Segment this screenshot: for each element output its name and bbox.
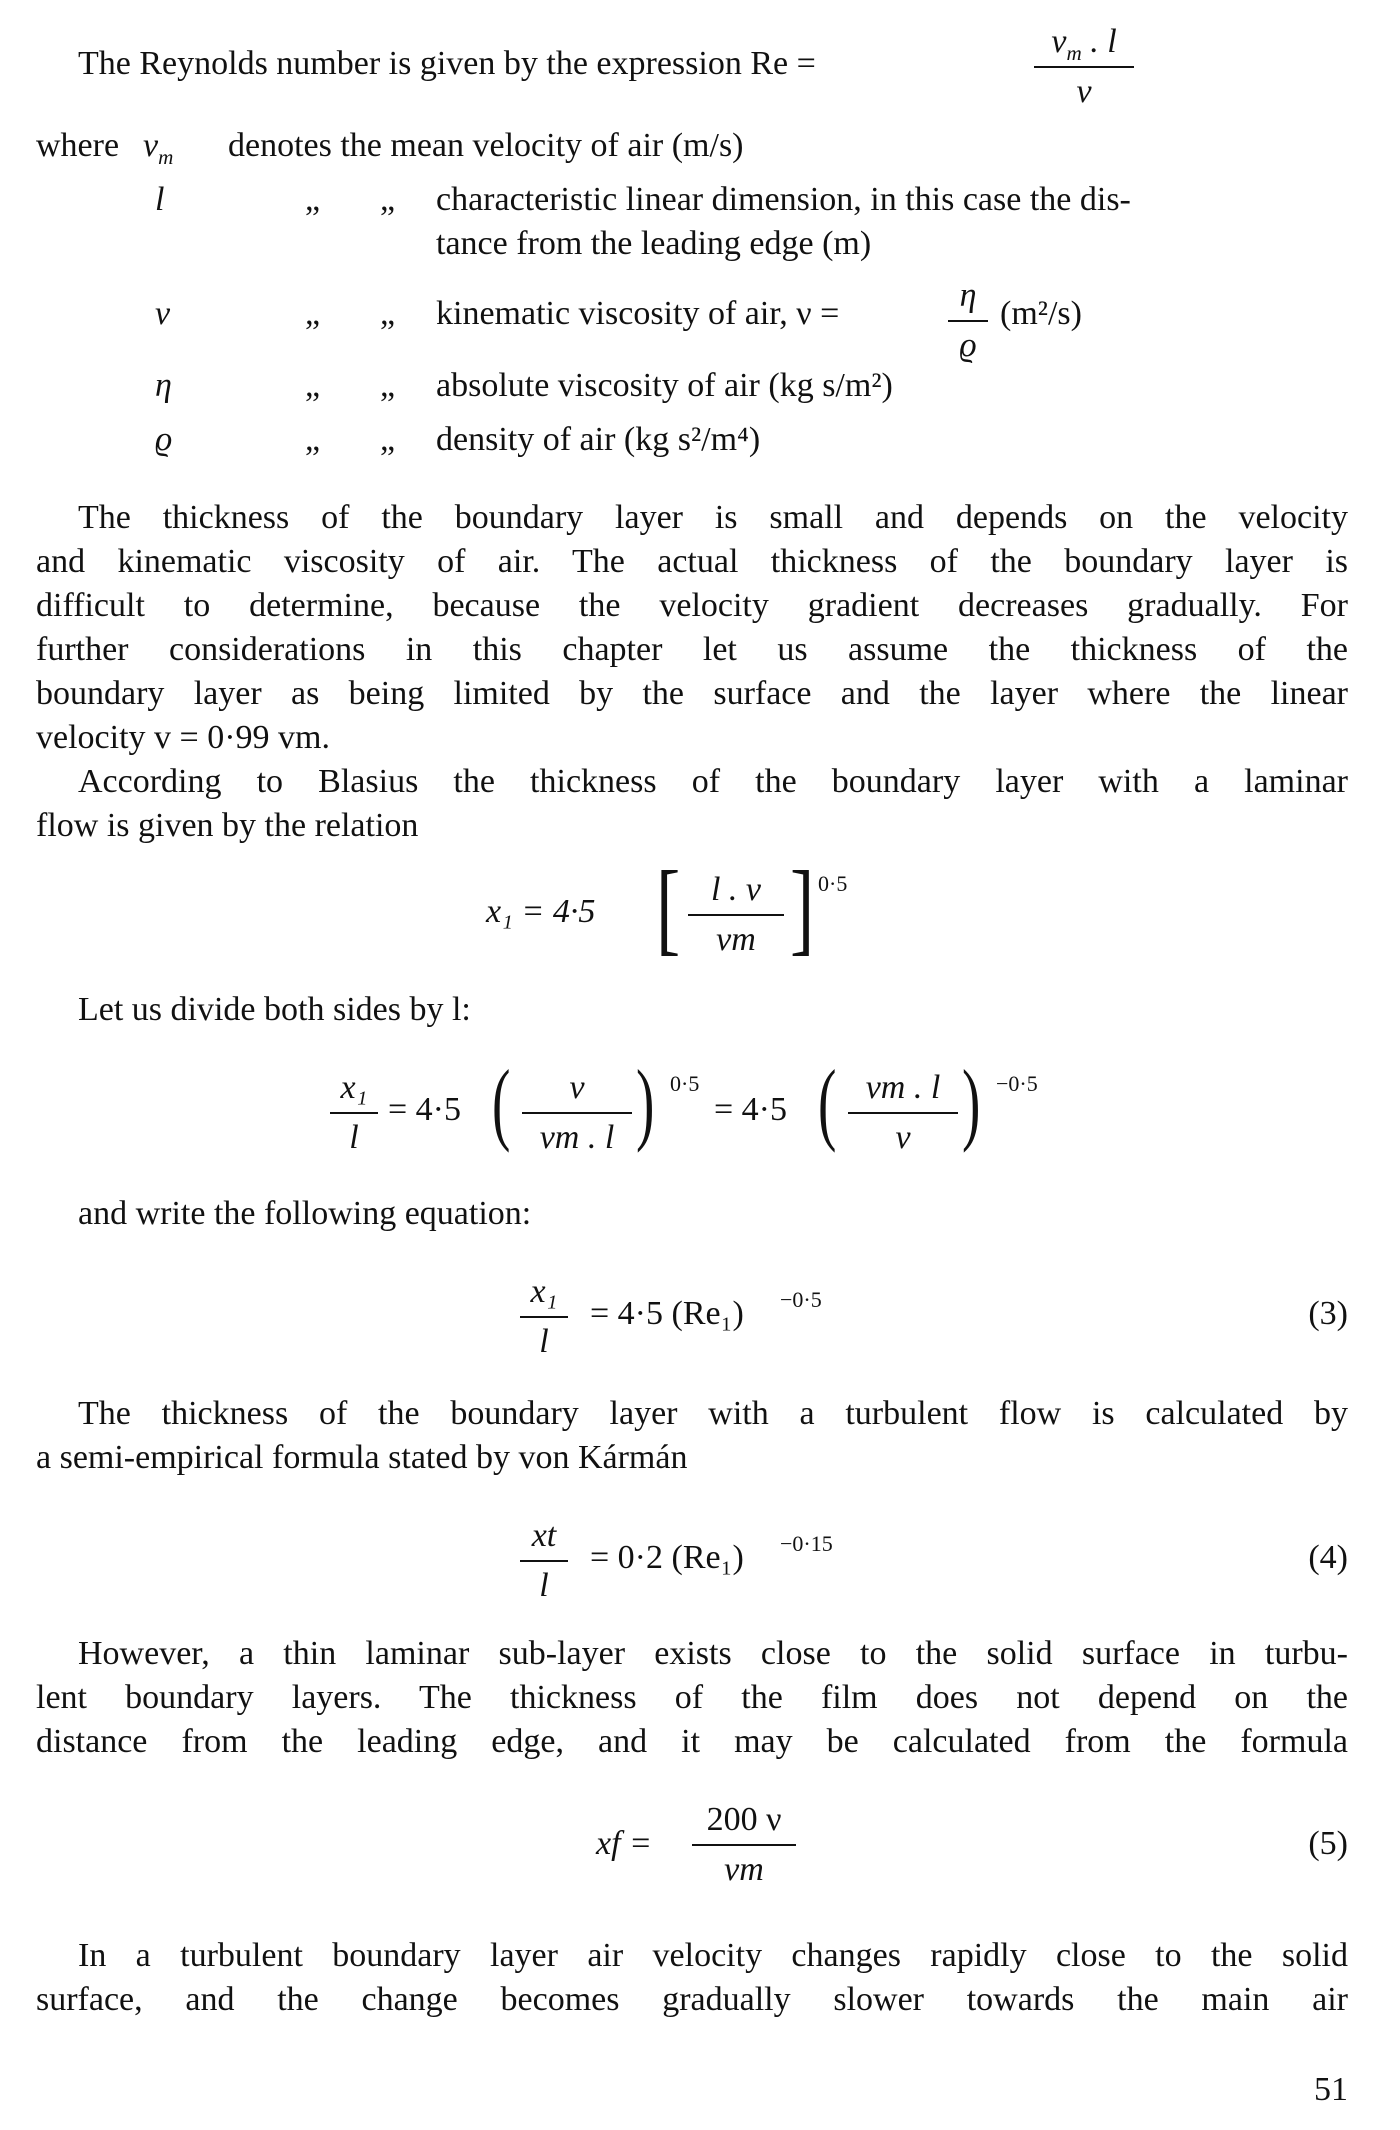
paragraph-line: and kinematic viscosity of air. The actual thickness of the boundary layer is <box>36 543 1348 580</box>
reynolds-numerator: $v_m$ . l <box>1051 23 1117 65</box>
paragraph-line: The thickness of the boundary layer is small and depends on the velocity <box>78 499 1348 536</box>
page-number: 51 <box>1314 2071 1348 2108</box>
paragraph-line: surface, and the change becomes gradually slower towards the main air <box>36 1981 1348 2018</box>
divided-exponent-1: 0·5 <box>670 1071 700 1096</box>
ditto-mark: „ <box>380 367 396 404</box>
divided-fraction-1: ν vm . l <box>522 1068 632 1158</box>
def-text-vm: denotes the mean velocity of air (m/s) <box>228 127 744 164</box>
divided-lhs-fraction: x₁ l <box>330 1068 378 1158</box>
def-text-rho: density of air (kg s²/m⁴) <box>436 421 761 458</box>
equation-number-3: (3) <box>1308 1295 1348 1332</box>
def-text-nu: kinematic viscosity of air, ν = <box>436 295 840 332</box>
paragraph-line: further considerations in this chapter let us assume the thickness of the <box>36 631 1348 668</box>
divided-fraction-2: vm . l ν <box>848 1068 958 1158</box>
paragraph-line: The thickness of the boundary layer with a turbulent flow is calculated by <box>78 1395 1348 1432</box>
paragraph-line: boundary layer as being limited by the surface and the layer where the linear <box>36 675 1348 712</box>
left-paren: ( <box>818 1051 837 1153</box>
reynolds-denominator: ν <box>1076 73 1092 110</box>
eq5-lhs: xf = <box>596 1825 652 1862</box>
def-text-eta: absolute viscosity of air (kg s/m²) <box>436 367 893 404</box>
eq3-fraction: x₁ l <box>520 1272 568 1362</box>
reynolds-intro: The Reynolds number is given by the expression Re = <box>78 45 816 82</box>
divided-coef-2: = 4·5 <box>714 1091 787 1128</box>
paragraph-line: According to Blasius the thickness of the boundary layer with a laminar <box>78 763 1348 800</box>
paragraph-line: distance from the leading edge, and it may be calculated from the formula <box>36 1723 1348 1760</box>
def-unit-nu: (m²/s) <box>1000 295 1082 332</box>
ditto-mark: „ <box>305 367 321 404</box>
def-symbol-nu: ν <box>155 295 171 332</box>
ditto-mark: „ <box>305 295 321 332</box>
def-symbol-eta: η <box>155 367 172 404</box>
right-paren: ) <box>962 1051 981 1153</box>
ditto-mark: „ <box>380 421 396 458</box>
eq4-rhs: = 0·2 (Re₁) <box>590 1539 744 1576</box>
right-paren: ) <box>636 1051 655 1153</box>
blasius-exponent: 0·5 <box>818 871 848 896</box>
paragraph-line: lent boundary layers. The thickness of the film does not depend on the <box>36 1679 1348 1716</box>
eq4-fraction: xt l <box>520 1516 568 1606</box>
paragraph-line: and write the following equation: <box>78 1195 532 1232</box>
def-text-l: characteristic linear dimension, in this case the dis- <box>436 181 1131 218</box>
left-paren: ( <box>492 1051 511 1153</box>
blasius-fraction: l . ν vm <box>688 870 784 960</box>
paragraph-line: Let us divide both sides by l: <box>78 991 471 1028</box>
reynolds-fraction <box>1034 22 1134 112</box>
right-bracket: ] <box>790 850 815 965</box>
blasius-lhs: x₁ = 4·5 <box>486 893 596 930</box>
ditto-mark: „ <box>305 421 321 458</box>
paragraph-line: However, a thin laminar sub-layer exists close to the solid surface in turbu- <box>78 1635 1348 1672</box>
nu-fraction: η ϱ <box>948 276 988 366</box>
def-symbol-rho: ϱ <box>155 421 173 458</box>
paragraph-line: In a turbulent boundary layer air velocity changes rapidly close to the solid <box>78 1937 1348 1974</box>
ditto-mark: „ <box>380 295 396 332</box>
divided-coef-1: = 4·5 <box>388 1091 461 1128</box>
def-symbol-vm: $v_m$ <box>143 127 174 169</box>
ditto-mark: „ <box>380 181 396 218</box>
def-symbol-l: l <box>155 181 165 218</box>
eq3-exponent: −0·5 <box>780 1287 822 1312</box>
paragraph-line: a semi-empirical formula stated by von Kármán <box>36 1439 688 1476</box>
eq4-exponent: −0·15 <box>780 1531 833 1556</box>
eq5-fraction: 200 ν vm <box>692 1800 796 1890</box>
where-label: where <box>36 127 120 164</box>
left-bracket: [ <box>656 850 681 965</box>
ditto-mark: „ <box>305 181 321 218</box>
paragraph-line: velocity v = 0·99 vm. <box>36 719 330 756</box>
equation-number-5: (5) <box>1308 1825 1348 1862</box>
divided-exponent-2: −0·5 <box>996 1071 1038 1096</box>
paragraph-line: flow is given by the relation <box>36 807 419 844</box>
equation-number-4: (4) <box>1308 1539 1348 1576</box>
def-text-l-cont: tance from the leading edge (m) <box>436 225 872 262</box>
paragraph-line: difficult to determine, because the velocity gradient decreases gradually. For <box>36 587 1348 624</box>
eq3-rhs: = 4·5 (Re₁) <box>590 1295 744 1332</box>
